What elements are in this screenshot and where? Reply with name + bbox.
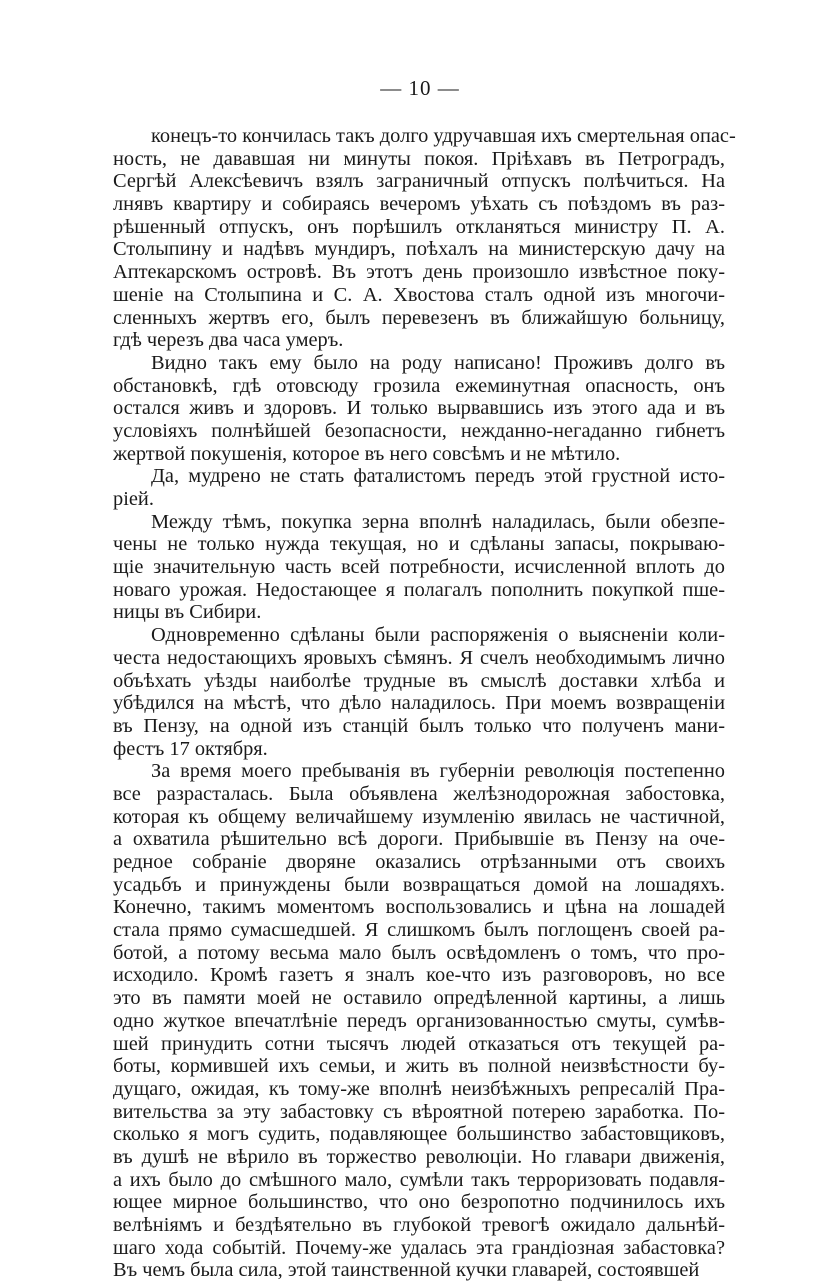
text-line: стала прямо сумасшедшей. Я слишкомъ былъ поглощенъ своей ра-	[113, 919, 725, 942]
text-line: ріей.	[113, 488, 154, 510]
text-line: честа недостающихъ яровыхъ сѣмянъ. Я счелъ необходимымъ лично	[113, 646, 725, 669]
text-line: фестъ 17 октября.	[113, 737, 268, 760]
text-line: Въ чемъ была сила, этой таинственной кучки главарей, состоявшей	[113, 1259, 700, 1282]
text-line: условіяхъ полнѣйшей безопасности, нежданно-негаданно гибнетъ	[113, 419, 725, 442]
paragraph	[113, 624, 725, 760]
text-line: Сергѣй Алексѣевичъ взялъ заграничный отпускъ полѣчиться. На	[113, 170, 725, 193]
text-line: все разрасталась. Была объявлена желѣзнодорожная забостовка,	[113, 782, 725, 805]
text-line: жертвой покушенія, которое въ него совсѣмъ и не мѣтило.	[113, 442, 621, 465]
text-line: дущаго, ожидая, къ тому-же вполнѣ неизбѣжныхъ репресалій Пра-	[113, 1077, 725, 1100]
text-line: ющее мирное большинство, что оно безропотно подчинилось ихъ	[113, 1191, 725, 1214]
text-line: сколько я могъ судить, подавляющее большинство забастовщиковъ,	[113, 1123, 725, 1146]
text-line: а ихъ было до смѣшного мало, сумѣли такъ терроризовать подавля-	[113, 1168, 725, 1191]
paragraph	[113, 125, 736, 352]
text-line: лнявъ квартиру и собираясь вечеромъ уѣхать съ поѣздомъ въ раз-	[113, 193, 725, 216]
text-line: чены не только нужда текущая, но и сдѣланы запасы, покрываю-	[113, 533, 725, 556]
text-line: Да, мудрено не стать фаталистомъ передъ этой грустной исто-	[151, 465, 725, 488]
text-line: Столыпину и надѣвъ мундиръ, поѣхалъ на министерскую дачу на	[113, 238, 725, 261]
text-line: которая къ общему величайшему изумленію явилась не частичной,	[113, 805, 725, 828]
text-line: остался живъ и здоровъ. И только вырвавшись изъ этого ада и въ	[113, 397, 725, 420]
text-line: убѣдился на мѣстѣ, что дѣло наладилось. При моемъ возвращеніи	[113, 692, 725, 715]
text-line: исходило. Кромѣ газетъ я зналъ кое-что изъ разговоровъ, но все	[113, 964, 725, 987]
text-line: обстановкѣ, гдѣ отовсюду грозила ежеминутная опасность, онъ	[113, 374, 725, 397]
paragraph	[113, 352, 725, 465]
text-line: боты, кормившей ихъ семьи, и жить въ полной неизвѣстности бу-	[113, 1055, 725, 1078]
text-line: а охватила рѣшительно всѣ дороги. Прибывшіе въ Пензу на оче-	[113, 828, 725, 851]
text-line: вительства за эту забастовку съ вѣроятной потерею заработка. По-	[113, 1100, 725, 1123]
paragraph	[113, 465, 725, 510]
text-line: Конечно, такимъ моментомъ воспользовались и цѣна на лошадей	[113, 896, 725, 919]
text-line: рѣшенный отпускъ, онъ порѣшилъ откланяться министру П. А.	[113, 215, 725, 238]
text-line: ботой, а потому весьма мало былъ освѣдомленъ о томъ, что про-	[113, 941, 725, 964]
text-line: это въ памяти моей не оставило опредѣленной картины, а лишь	[113, 987, 725, 1010]
page-number-header: — 10 —	[380, 76, 460, 100]
text-line: Видно такъ ему было на роду написано! Проживъ долго въ	[151, 351, 725, 374]
text-line: щіе значительную часть всей потребности, исчисленной вплоть до	[113, 556, 725, 579]
text-line: усадьбъ и принуждены были возвращаться домой на лошадяхъ.	[113, 873, 725, 896]
text-line: конецъ-то кончилась такъ долго удручавшая ихъ смертельная опас-	[151, 125, 736, 147]
text-line: шаго хода событій. Почему-же удалась эта грандіозная забастовка?	[113, 1236, 725, 1259]
text-line: За время моего пребыванія въ губерніи революція постепенно	[151, 760, 725, 783]
paragraph	[113, 511, 725, 624]
text-line: Одновременно сдѣланы были распоряженія о выясненіи коли-	[151, 624, 725, 647]
text-line: въ душѣ не вѣрило въ торжество революціи. Но главари движенія,	[113, 1145, 725, 1168]
text-line: Аптекарскомъ островѣ. Въ этотъ день произошло извѣстное поку-	[113, 261, 725, 284]
text-line: новаго урожая. Недостающее я полагалъ пополнить покупкой пше-	[113, 578, 725, 601]
text-line: ность, не дававшая ни минуты покоя. Пріѣхавъ въ Петроградъ,	[113, 147, 725, 170]
paragraph	[113, 760, 725, 1282]
text-line: велѣніямъ и бездѣятельно въ глубокой тревогѣ ожидало дальнѣй-	[113, 1214, 725, 1236]
text-line: гдѣ черезъ два часа умеръ.	[113, 329, 344, 352]
body-text	[113, 125, 736, 1282]
text-line: редное собраніе дворяне оказались отрѣзанными отъ своихъ	[113, 851, 725, 873]
text-line: шей принудить сотни тысячъ людей отказаться отъ текущей ра-	[113, 1032, 725, 1055]
text-line: Между тѣмъ, покупка зерна вполнѣ наладилась, были обезпе-	[151, 510, 725, 533]
text-line: ницы въ Сибири.	[113, 601, 262, 624]
text-line: въ Пензу, на одной изъ станцій былъ только что полученъ мани-	[113, 714, 725, 737]
text-line: шеніе на Столыпина и С. А. Хвостова сталъ одной изъ многочи-	[113, 283, 725, 306]
text-line: одно жуткое впечатлѣніе передъ организованностью смуты, сумѣв-	[113, 1009, 725, 1032]
text-line: сленныхъ жертвъ его, былъ перевезенъ въ ближайшую больницу,	[113, 306, 725, 329]
text-line: объѣхать уѣзды наиболѣе трудные въ смыслѣ доставки хлѣба и	[113, 669, 725, 692]
